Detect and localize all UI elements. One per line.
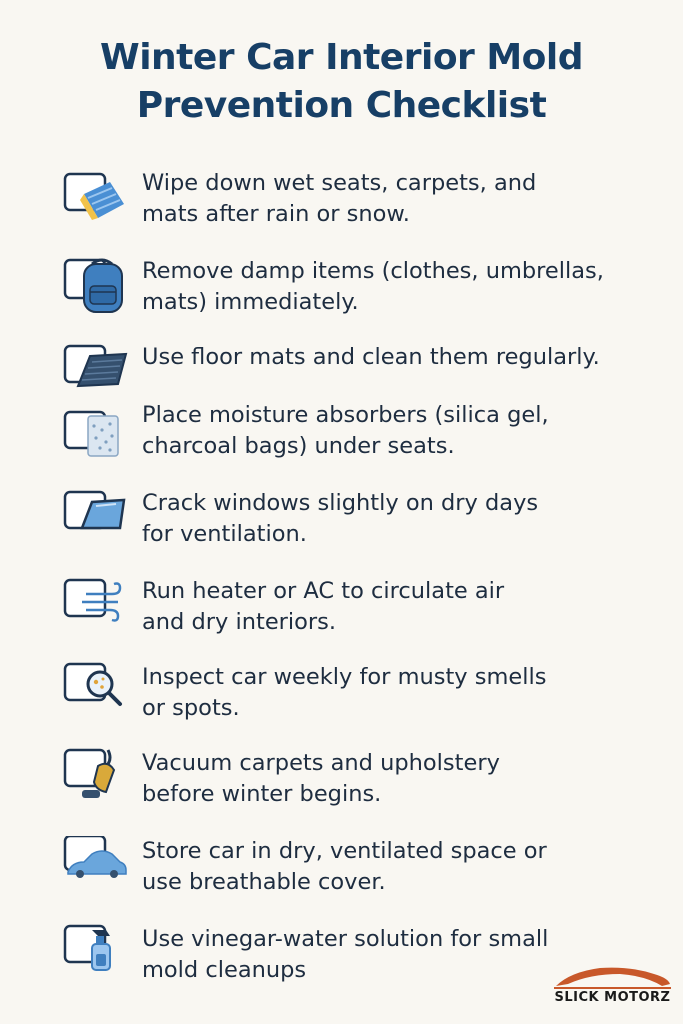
item-text: Crack windows slightly on dry days for ventilation. [142,490,539,547]
item-text: Wipe down wet seats, carpets, and mats after rain or snow. [142,170,537,227]
checklist-item-2 [62,256,662,326]
brand-name: SLICK MOTORZ [554,990,671,1005]
page-title [0,34,683,130]
item-text: Use vinegar-water solution for small mold cleanups [142,926,549,983]
car-cover-icon [62,836,128,898]
checklist-item-5 [62,488,662,558]
airflow-icon [62,576,128,638]
checklist-item-9 [62,836,662,906]
backpack-icon [62,256,128,318]
item-text: Inspect car weekly for musty smells or spots. [142,664,547,721]
checklist-item-4 [62,400,662,470]
item-text: Run heater or AC to circulate air and dry interiors. [142,578,505,635]
checklist-item-6 [62,576,662,646]
magnifier-icon [62,662,128,724]
title-line-1: Winter Car Interior Mold [99,37,584,78]
towel-icon [62,168,128,230]
item-text: Store car in dry, ventilated space or use breathable cover. [142,838,547,895]
item-text: Remove damp items (clothes, umbrellas, mats) immediately. [142,258,604,315]
moisture-absorber-icon [62,400,128,462]
brand-logo [550,960,675,1016]
car-window-icon [62,488,128,550]
car-logo-icon [550,960,675,994]
checklist-item-7 [62,662,662,732]
item-text: Use floor mats and clean them regularly. [142,344,600,370]
checklist-item-8 [62,748,662,818]
floor-mat-icon [62,342,128,404]
item-text: Vacuum carpets and upholstery before winter begins. [142,750,500,807]
item-text: Place moisture absorbers (silica gel, charcoal bags) under seats. [142,402,549,459]
vacuum-icon [62,748,128,810]
checklist-item-1 [62,168,662,238]
spray-bottle-icon [62,924,128,986]
title-line-2: Prevention Checklist [136,85,547,126]
